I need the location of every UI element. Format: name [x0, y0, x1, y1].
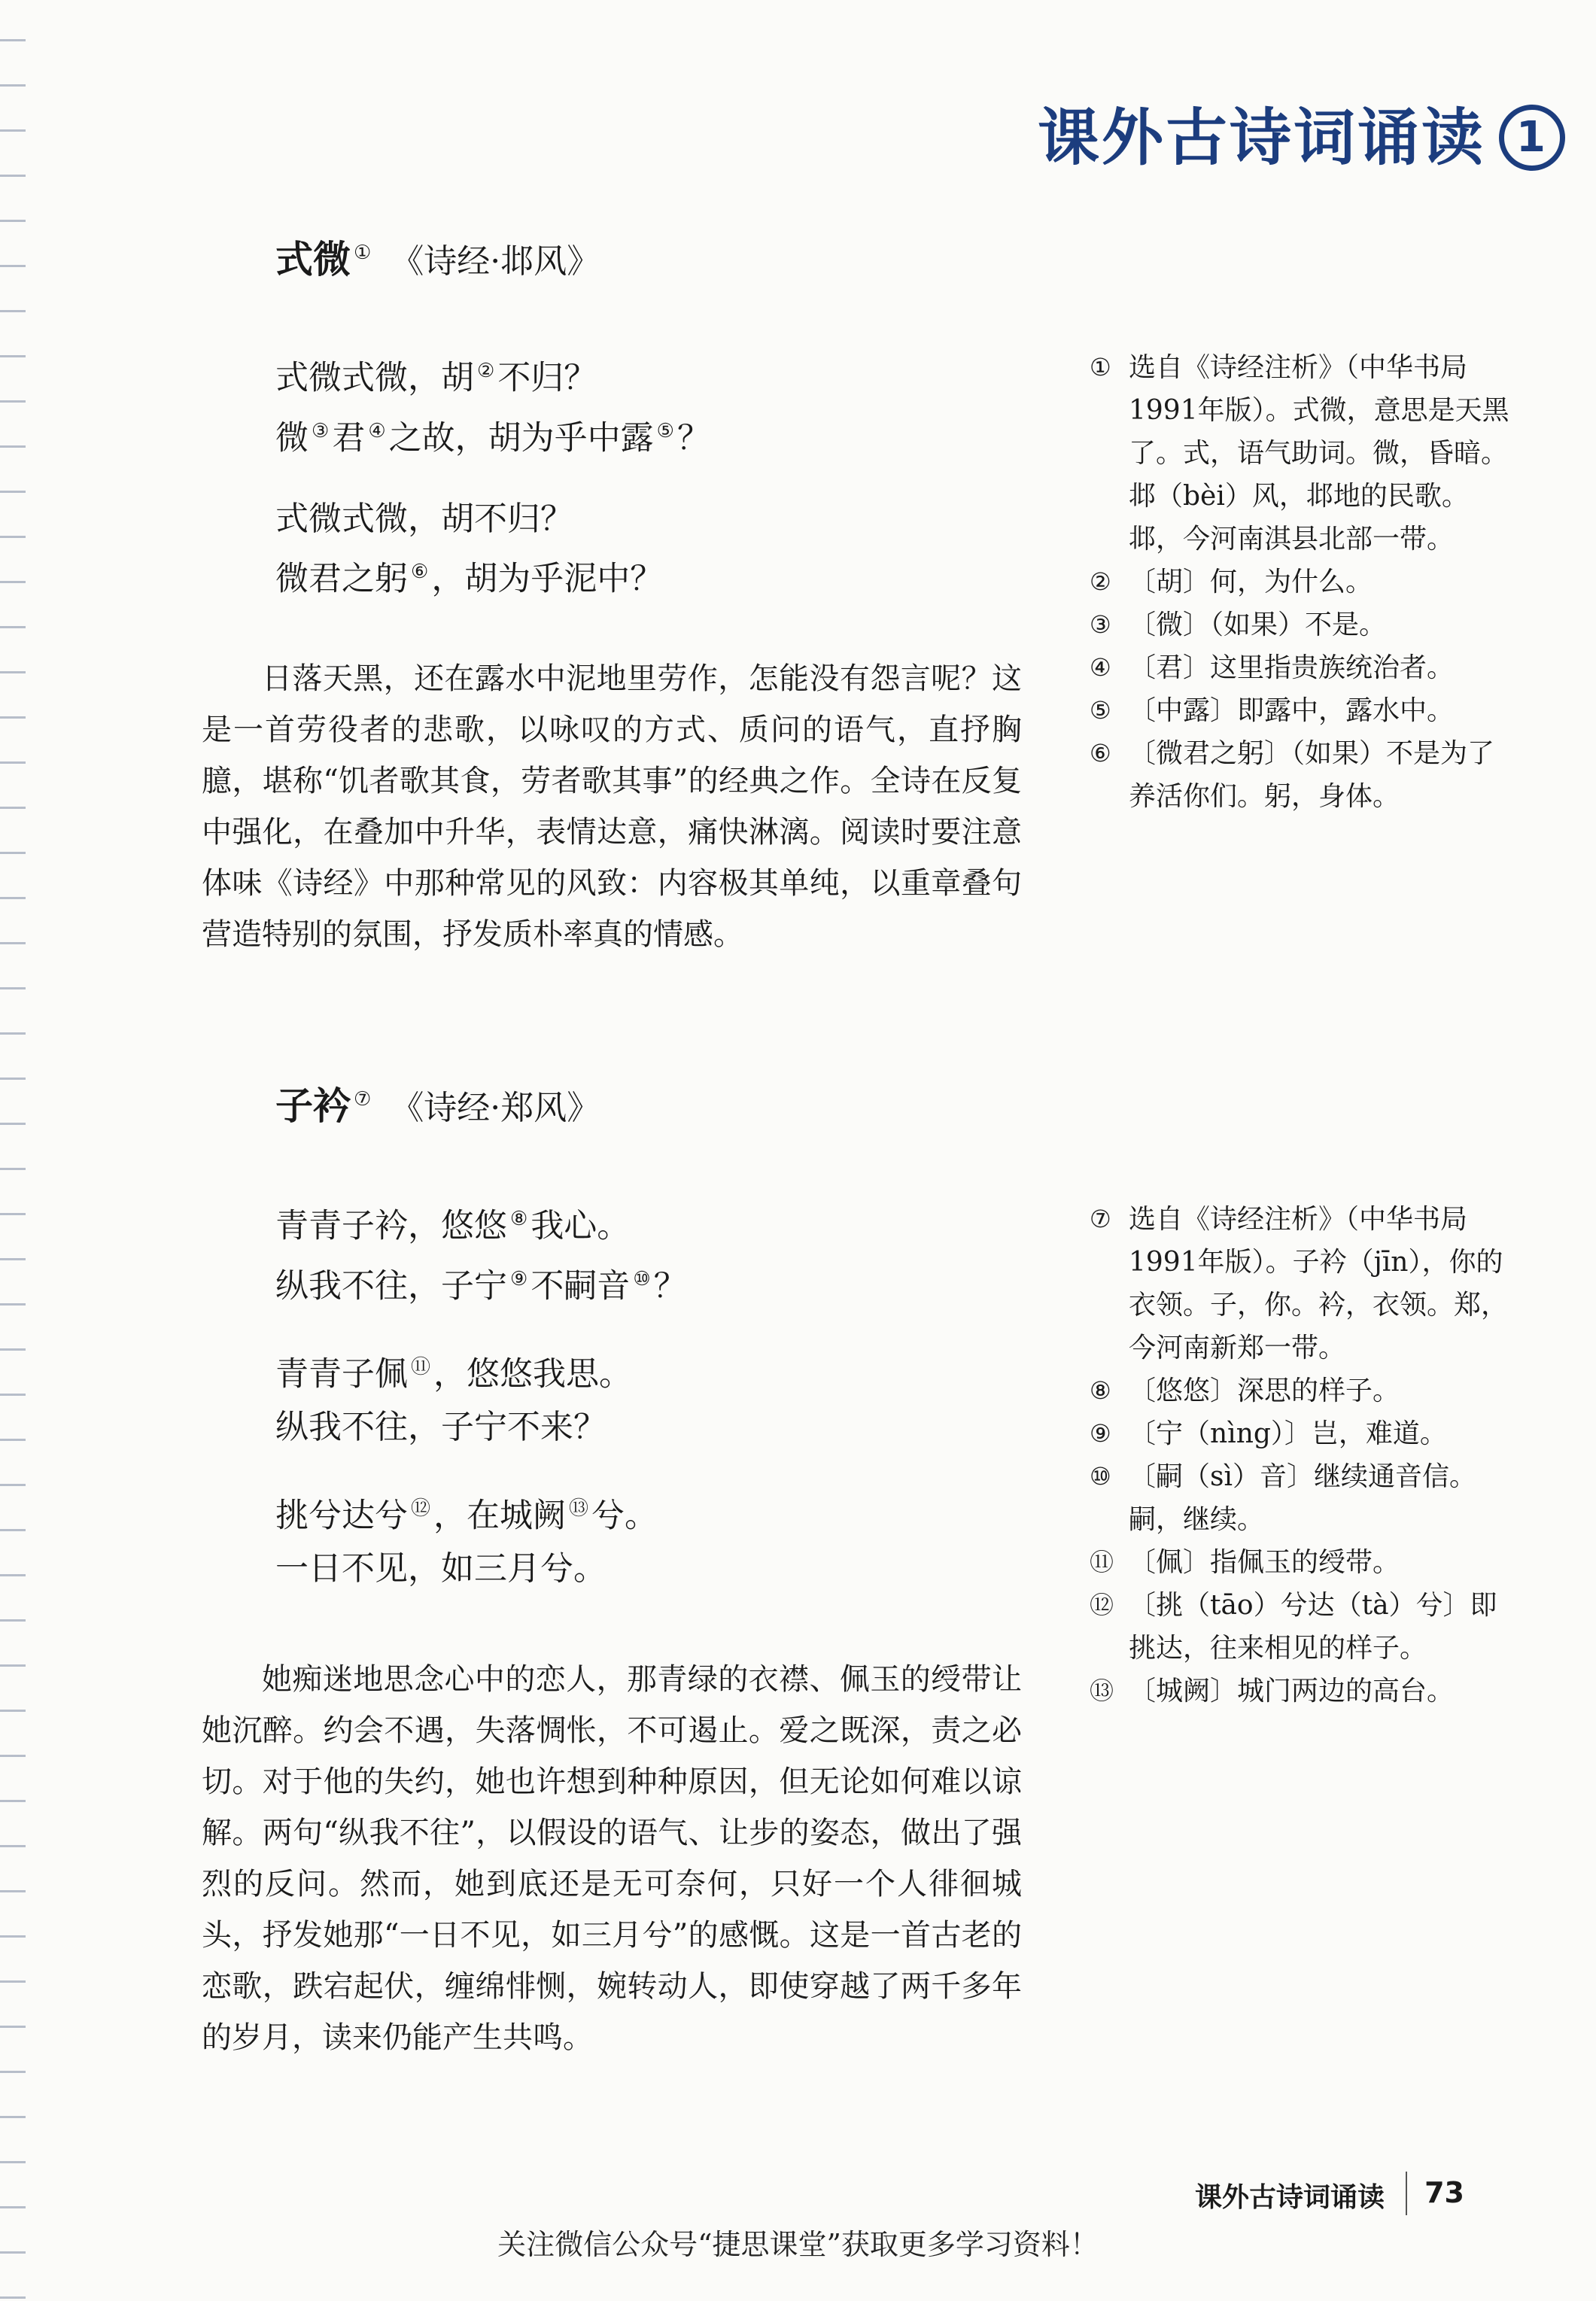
binding-edge: [0, 0, 26, 2301]
footnote: ⑬ 〔城阙〕城门两边的高台。: [1090, 1676, 1455, 1707]
unit-badge: 1: [1499, 105, 1565, 171]
poem-line: 式微式微，胡 ②不归？: [275, 358, 597, 397]
footer-label: 课外古诗词诵读: [1194, 2182, 1385, 2213]
footnote: ⑪ 〔佩〕指佩玉的绶带。: [1090, 1547, 1400, 1578]
poem-line: 挑兮达兮 ⑫，在城阙 ⑬兮。: [275, 1496, 658, 1535]
poem1-source: 《诗经·邶风》: [391, 242, 600, 281]
poem-line: 微君之躬 ⑥，胡为乎泥中？: [275, 559, 664, 598]
poem2-text: [275, 1193, 1028, 1595]
footnote: ⑦ 选自《诗经注析》（中华书局1991年版）。子衿（jīn），你的衣领。子，你。衿，衣领。郑，今河南新郑一带。: [1090, 1204, 1509, 1363]
poem-line: 青青子佩 ⑪，悠悠我思。: [275, 1354, 633, 1394]
poem1-commentary: 日落天黑，还在露水中泥地里劳作，怎能没有怨言呢？这是一首劳役者的悲歌，以咏叹的方式、质问的语气，直抒胸臆，堪称“饥者歌其食，劳者歌其事”的经典之作。全诗在反复中强化，在叠加中升华，表情达意，痛快淋漓。阅读时要注意体味《诗经》中那种常见的风致：内容极其单纯，以重章叠句营造特别的氛围，抒发质朴率真的情感。: [202, 661, 1022, 952]
poem2-source: 《诗经·郑风》: [391, 1089, 600, 1127]
poem-line: 微 ③君 ④之故，胡为乎中露 ⑤？: [275, 418, 710, 457]
poem-line: 青青子衿，悠悠 ⑧我心。: [275, 1206, 631, 1245]
watermark-text: 关注微信公众号“捷思课堂”获取更多学习资料！: [497, 2228, 1099, 2261]
poem1-heading: [275, 229, 600, 284]
footnote: ⑫ 〔挑（tāo）兮达（tà）兮〕即挑达，往来相见的样子。: [1090, 1590, 1497, 1664]
poem2-title-note: ⑦: [354, 1088, 372, 1111]
footnote: ⑨ 〔宁（nìng）〕岂，难道。: [1090, 1418, 1447, 1449]
poem1-text: [275, 345, 1028, 606]
poem1-notes: [1090, 346, 1511, 818]
footnote: ⑥ 〔微君之躬〕（如果）不是为了养活你们。躬，身体。: [1090, 738, 1495, 812]
page-number: 73: [1424, 2176, 1464, 2209]
poem-line: 纵我不往，子宁 ⑨不嗣音 ⑩？: [275, 1266, 687, 1306]
poem2-notes: [1090, 1198, 1511, 1713]
footnote: ⑤ 〔中露〕即露中，露水中。: [1090, 695, 1455, 726]
poem2-heading: [275, 1076, 600, 1130]
page-footer: [1129, 2176, 1475, 2221]
footnote: ② 〔胡〕何，为什么。: [1090, 567, 1373, 597]
poem-line: 式微式微，胡不归？: [275, 500, 573, 539]
poem-line: 一日不见，如三月兮。: [275, 1549, 606, 1588]
footnote: ③ 〔微〕（如果）不是。: [1090, 609, 1387, 640]
footnote: ① 选自《诗经注析》（中华书局1991年版）。式微，意思是天黑了。式，语气助词。微，昏暗。邶（bèi）风，邶地的民歌。邶，今河南淇县北部一带。: [1090, 352, 1509, 555]
footnote: ⑧ 〔悠悠〕深思的样子。: [1090, 1375, 1400, 1406]
poem-line: 纵我不往，子宁不来？: [275, 1407, 606, 1446]
footer-divider: [1406, 2172, 1407, 2215]
page-title: [978, 89, 1565, 177]
footnote: ⑩ 〔嗣（sì）音〕继续通音信。嗣，继续。: [1090, 1461, 1476, 1535]
poem1-title: 式微: [275, 238, 351, 281]
footnote: ④ 〔君〕这里指贵族统治者。: [1090, 652, 1455, 683]
poem2-commentary: 她痴迷地思念心中的恋人，那青绿的衣襟、佩玉的绶带让她沉醉。约会不遇，失落惆怅，不可遏止。爱之既深，责之必切。对于他的失约，她也许想到种种原因，但无论如何难以谅解。两句“纵我不往”，以假设的语气、让步的姿态，做出了强烈的反问。然而，她到底还是无可奈何，只好一个人徘徊城头，抒发她那“一日不见，如三月兮”的感慨。这是一首古老的恋歌，跌宕起伏，缠绵悱恻，婉转动人，即使穿越了两千多年的岁月，读来仍能产生共鸣。: [202, 1662, 1022, 2055]
page-title-text: 课外古诗词诵读: [1037, 102, 1485, 174]
poem1-title-note: ①: [354, 242, 372, 265]
poem2-title: 子衿: [275, 1084, 351, 1128]
